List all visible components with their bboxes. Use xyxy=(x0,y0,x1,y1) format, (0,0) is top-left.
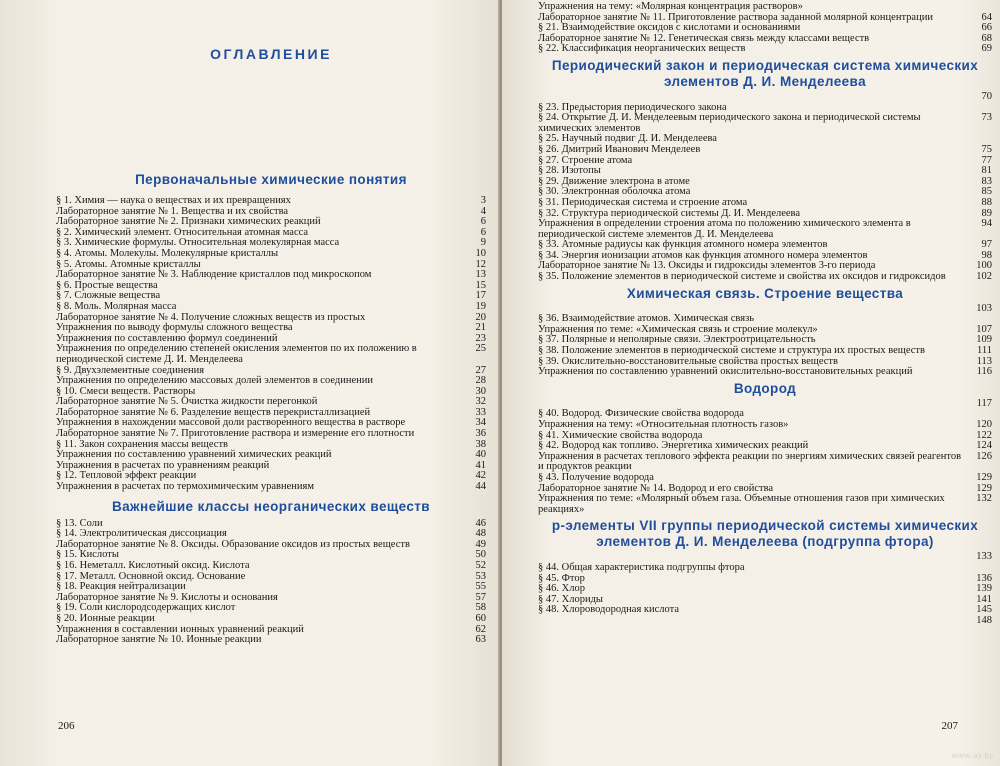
toc-entry-title: § 14. Электролитическая диссоциация xyxy=(56,528,227,540)
toc-entry-page: 38 xyxy=(475,438,486,450)
toc-entry-title: Упражнения в расчетах по термохимическим уравнениям xyxy=(56,481,314,493)
toc-entry-page: 102 xyxy=(976,271,992,283)
toc-entry-title: § 13. Соли xyxy=(56,517,103,529)
toc-entry-page: 13 xyxy=(475,269,486,281)
toc-entry-title: Лабораторное занятие № 4. Получение сложных веществ из простых xyxy=(56,311,366,323)
toc-entry xyxy=(538,367,992,378)
toc-entry-page: 23 xyxy=(475,332,486,344)
toc-entry-title: Упражнения по составлению уравнений окислительно-восстановительных реакций xyxy=(538,366,913,378)
toc-entry-title: § 40. Водород. Физические свойства водорода xyxy=(538,408,744,420)
toc-entry xyxy=(538,219,992,240)
toc-entry-title: Лабораторное занятие № 2. Признаки химических реакций xyxy=(56,216,321,228)
toc-entry-title: § 43. Получение водорода xyxy=(538,471,654,483)
toc-entry-title: § 19. Соли кислородсодержащих кислот xyxy=(56,602,236,614)
toc-entry-page: 55 xyxy=(475,581,486,593)
toc-entry-page: 117 xyxy=(976,397,992,409)
toc-entry xyxy=(56,249,486,260)
page-number-left: 206 xyxy=(58,720,75,732)
toc-entry-title: Лабораторное занятие № 5. Очистка жидкости перегонкой xyxy=(56,396,318,408)
toc-entry-page: 58 xyxy=(475,602,486,614)
toc-entry-title: Упражнения в составлении ионных уравнений реакций xyxy=(56,623,304,635)
toc-entry-title: Лабораторное занятие № 9. Кислоты и основания xyxy=(56,591,278,603)
toc-entry xyxy=(56,540,486,551)
toc-entry xyxy=(538,44,992,55)
toc-entry-page: 124 xyxy=(976,440,992,452)
toc-entry-title: Упражнения по определению степеней окисления элементов по их положению в периодической системе Д. И. Менделеева xyxy=(56,343,417,365)
toc-entry-title: § 42. Водород как топливо. Энергетика химических реакций xyxy=(538,440,809,452)
toc-entry-title: § 22. Классификация неорганических веществ xyxy=(538,43,746,55)
toc-entry-page: 133 xyxy=(976,551,992,563)
toc-entry xyxy=(538,473,992,484)
toc-entry-page: 100 xyxy=(976,260,992,272)
toc-entry-title: Упражнения по определению массовых долей элементов в соединении xyxy=(56,375,373,387)
toc-entry-page: 62 xyxy=(475,623,486,635)
toc-entry-page: 12 xyxy=(475,258,486,270)
toc-entry-title: § 5. Атомы. Атомные кристаллы xyxy=(56,258,201,270)
toc-entry-page: 64 xyxy=(981,11,992,23)
toc-entry-title: Упражнения на тему: «Относительная плотность газов» xyxy=(538,419,789,430)
toc-entry xyxy=(538,574,992,585)
toc-entry-title: Лабораторное занятие № 7. Приготовление раствора и измерение его плотности xyxy=(56,428,415,440)
toc-entry-title: § 26. Дмитрий Иванович Менделеев xyxy=(538,143,701,155)
toc-entry-title: Упражнения в расчетах по уравнениям реакций xyxy=(56,459,270,471)
toc-entry xyxy=(538,92,992,103)
toc-entry-title: § 2. Химический элемент. Относительная атомная масса xyxy=(56,226,309,238)
toc-entry xyxy=(538,156,992,167)
toc-entry-page: 107 xyxy=(976,323,992,335)
toc-entry-page: 49 xyxy=(475,538,486,550)
toc-entry-title: Лабораторное занятие № 6. Разделение веществ перекристаллизацией xyxy=(56,406,371,418)
toc-entry-title: § 6. Простые вещества xyxy=(56,279,158,291)
toc-entry-page: 109 xyxy=(976,334,992,346)
toc-entry-page: 141 xyxy=(976,593,992,605)
toc-entry-page: 77 xyxy=(981,154,992,166)
toc-entry-page: 21 xyxy=(475,322,486,334)
toc-entry-title: § 7. Сложные вещества xyxy=(56,290,161,302)
toc-entry-title: § 46. Хлор xyxy=(538,583,585,595)
toc-entry-title: § 23. Предыстория периодического закона xyxy=(538,101,727,113)
toc-entry xyxy=(538,605,992,616)
toc-entry-title: Лабораторное занятие № 1. Вещества и их свойства xyxy=(56,205,289,217)
toc-entry-title: Упражнения по выводу формулы сложного вещества xyxy=(56,322,293,334)
toc-entry xyxy=(56,302,486,313)
toc-entry xyxy=(56,482,486,493)
toc-entry-title: § 47. Хлориды xyxy=(538,593,603,605)
toc-entry-title: Упражнения по теме: «Молярный объем газа. Объемные отношения газов при химических реакциях» xyxy=(538,493,945,515)
toc-entry-title: Упражнения в определении строения атома по положению химического элемента в периодической системе элементов Д. И. Менделеева xyxy=(538,218,911,240)
toc-entry-title: § 31. Периодическая система и строение атома xyxy=(538,196,748,208)
toc-entry-page: 44 xyxy=(475,481,486,493)
toc-entry-page: 85 xyxy=(981,186,992,198)
toc-entry-page: 6 xyxy=(480,226,486,238)
toc-entry-page: 17 xyxy=(475,290,486,302)
toc-entry xyxy=(56,196,486,207)
toc-entry-page: 81 xyxy=(981,165,992,177)
toc-entry-page: 57 xyxy=(475,591,486,603)
toc-entry xyxy=(56,561,486,572)
toc-entry-page: 27 xyxy=(475,364,486,376)
watermark: www.ay.by xyxy=(951,751,994,760)
toc-entry xyxy=(538,420,992,431)
toc-entry-title: § 10. Смеси веществ. Растворы xyxy=(56,385,196,397)
toc-entry-page: 145 xyxy=(976,604,992,616)
toc-entry-page: 19 xyxy=(475,300,486,312)
toc-entry-title: § 1. Химия — наука о веществах и их превращениях xyxy=(56,195,291,206)
toc-entry-page: 83 xyxy=(981,175,992,187)
section-title: р-элементы VII группы периодической системы химических элементов Д. И. Менделеева (подгруппа фтора) xyxy=(551,518,979,550)
toc-entry xyxy=(538,494,992,515)
toc-entry-page: 68 xyxy=(981,32,992,44)
toc-entry-title: § 29. Движение электрона в атоме xyxy=(538,175,690,187)
toc-entry-page: 70 xyxy=(981,90,992,102)
toc-entry-page: 132 xyxy=(976,493,992,505)
toc-entry-page: 122 xyxy=(976,429,992,441)
toc-entry-title: § 32. Структура периодической системы Д. И. Менделеева xyxy=(538,207,801,219)
toc-entry-page: 89 xyxy=(981,207,992,219)
toc-entry-page: 6 xyxy=(480,216,486,228)
toc-entry-title: § 21. Взаимодействие оксидов с кислотами и основаниями xyxy=(538,22,801,34)
toc-entry-title: § 34. Энергия ионизации атомов как функция атомного номера элементов xyxy=(538,249,868,261)
toc-entry xyxy=(538,584,992,595)
right-page xyxy=(502,0,1000,766)
toc-entry-page: 73 xyxy=(981,112,992,124)
toc-entry-title: § 16. Неметалл. Кислотный оксид. Кислота xyxy=(56,560,250,571)
toc-entry-title: § 24. Открытие Д. И. Менделеевым периодического закона и периодической системы химических элементов xyxy=(538,112,921,134)
toc-entry-title: § 20. Ионные реакции xyxy=(56,612,155,624)
toc-entry-page: 15 xyxy=(475,279,486,291)
page-number-right: 207 xyxy=(941,720,958,732)
toc-entry-title: § 41. Химические свойства водорода xyxy=(538,429,703,441)
toc-entry xyxy=(538,198,992,209)
toc-entry xyxy=(538,616,992,627)
toc-entry xyxy=(538,145,992,156)
toc-entry-title: Лабораторное занятие № 10. Ионные реакции xyxy=(56,634,262,646)
toc-entry-title: Лабораторное занятие № 11. Приготовление раствора заданной молярной концентрации xyxy=(538,11,933,23)
toc-entry-page: 94 xyxy=(981,218,992,230)
section-title: Водород xyxy=(733,380,797,396)
toc-entry-page: 33 xyxy=(475,406,486,418)
toc-entry-page: 148 xyxy=(976,614,992,626)
toc-entry-page: 75 xyxy=(981,143,992,155)
toc-entry-page: 60 xyxy=(475,612,486,624)
toc-entry xyxy=(538,113,992,134)
toc-entry-page: 20 xyxy=(475,311,486,323)
toc-entry-title: § 8. Моль. Молярная масса xyxy=(56,300,177,312)
toc-entry-page: 113 xyxy=(976,355,992,367)
toc-entry-title: § 3. Химические формулы. Относительная молекулярная масса xyxy=(56,237,340,249)
right-top-entries xyxy=(538,2,992,55)
toc-entry-title: § 25. Научный подвиг Д. И. Менделеева xyxy=(538,133,717,145)
toc-entry-title: § 18. Реакция нейтрализации xyxy=(56,581,186,593)
toc-entry-page: 63 xyxy=(475,634,486,646)
toc-entry-page: 116 xyxy=(976,366,992,378)
toc-entry-title: § 45. Фтор xyxy=(538,572,585,584)
toc-entry-title: § 37. Полярные и неполярные связи. Электроотрицательность xyxy=(538,334,816,346)
toc-entry-page: 139 xyxy=(976,583,992,595)
toc-entry-title: § 15. Кислоты xyxy=(56,549,119,561)
toc-entry-page: 50 xyxy=(475,549,486,561)
toc-entry-title: Упражнения по теме: «Химическая связь и строение молекул» xyxy=(538,323,818,335)
toc-entry-page: 120 xyxy=(976,419,992,430)
toc-entry-page: 4 xyxy=(480,205,486,217)
toc-entry-page: 46 xyxy=(475,517,486,529)
toc-entry-title: Лабораторное занятие № 14. Водород и его свойства xyxy=(538,482,774,494)
toc-entry-title: § 27. Строение атома xyxy=(538,154,633,166)
left-contents xyxy=(56,172,486,646)
toc-entry-page: 129 xyxy=(976,471,992,483)
toc-entry-title: Лабораторное занятие № 13. Оксиды и гидроксиды элементов 3-го периода xyxy=(538,260,876,272)
toc-entry-page: 88 xyxy=(981,196,992,208)
toc-entry-title: § 17. Металл. Основной оксид. Основание xyxy=(56,570,246,582)
toc-entry-page: 52 xyxy=(475,560,486,571)
toc-entry-title: § 36. Взаимодействие атомов. Химическая связь xyxy=(538,313,755,325)
toc-entry-title: Лабораторное занятие № 12. Генетическая связь между классами веществ xyxy=(538,32,870,44)
toc-entry-page: 129 xyxy=(976,482,992,494)
toc-entry-title: § 44. Общая характеристика подгруппы фтора xyxy=(538,561,745,573)
toc-entry-page: 103 xyxy=(976,302,992,314)
toc-entry-page: 28 xyxy=(475,375,486,387)
right-contents xyxy=(538,58,992,627)
toc-entry-page: 32 xyxy=(475,396,486,408)
section-title: Важнейшие классы неорганических веществ xyxy=(112,498,430,514)
toc-entry-title: § 48. Хлороводородная кислота xyxy=(538,604,680,616)
toc-entry xyxy=(56,344,486,365)
toc-entry-title: § 28. Изотопы xyxy=(538,165,601,177)
toc-entry-title: Лабораторное занятие № 8. Оксиды. Образование оксидов из простых веществ xyxy=(56,538,410,550)
toc-entry-title: § 4. Атомы. Молекулы. Молекулярные кристаллы xyxy=(56,247,278,259)
toc-entry-title: § 33. Атомные радиусы как функция атомного номера элементов xyxy=(538,239,828,251)
toc-entry-page: 53 xyxy=(475,570,486,582)
toc-entry-page: 40 xyxy=(475,449,486,461)
toc-entry-title: § 30. Электронная оболочка атома xyxy=(538,186,691,198)
toc-entry-page: 69 xyxy=(981,43,992,55)
toc-entry-page: 136 xyxy=(976,572,992,584)
toc-entry xyxy=(538,563,992,574)
toc-entry xyxy=(56,635,486,646)
toc-entry-title: § 38. Положение элементов в периодической системе и структура их простых веществ xyxy=(538,345,925,357)
section-title: Периодический закон и периодическая система химических элементов Д. И. Менделеева xyxy=(551,57,979,89)
toc-entry xyxy=(56,614,486,625)
toc-entry-title: Упражнения в нахождении массовой доли растворенного вещества в растворе xyxy=(56,417,406,429)
toc-entry-page: 42 xyxy=(475,470,486,482)
toc-entry xyxy=(538,272,992,283)
toc-entry-page: 48 xyxy=(475,528,486,540)
toc-entry-page: 111 xyxy=(977,345,992,357)
section-title: Первоначальные химические понятия xyxy=(135,172,407,187)
toc-entry-title: Упражнения по составлению уравнений химических реакций xyxy=(56,449,332,461)
toc-entry-page: 98 xyxy=(981,249,992,261)
toc-entry-page: 41 xyxy=(475,459,486,471)
toc-entry-page: 34 xyxy=(475,417,486,429)
toc-entry-title: § 39. Окислительно-восстановительные свойства простых веществ xyxy=(538,355,838,367)
toc-entry-title: Лабораторное занятие № 3. Наблюдение кристаллов под микроскопом xyxy=(56,269,372,281)
toc-entry xyxy=(538,452,992,473)
toc-entry-page: 36 xyxy=(475,428,486,440)
toc-entry-title: § 9. Двухэлементные соединения xyxy=(56,364,205,376)
toc-entry-title: Упражнения по составлению формул соединений xyxy=(56,332,278,344)
toc-entry-title: § 12. Тепловой эффект реакции xyxy=(56,470,197,482)
toc-entry-page: 3 xyxy=(480,195,486,206)
toc-entry-page: 25 xyxy=(475,343,486,355)
toc-entry-page: 97 xyxy=(981,239,992,251)
section-title: Химическая связь. Строение вещества xyxy=(626,285,904,301)
toc-entry-page: 9 xyxy=(480,237,486,249)
toc-entry xyxy=(538,2,992,13)
toc-entry-title: § 11. Закон сохранения массы веществ xyxy=(56,438,229,450)
page-title: ОГЛАВЛЕНИЕ xyxy=(210,46,332,62)
toc-entry-page: 10 xyxy=(475,247,486,259)
toc-entry-title: § 35. Положение элементов в периодической системе и свойства их оксидов и гидроксидов xyxy=(538,271,946,283)
toc-entry-title: Упражнения на тему: «Молярная концентрация растворов» xyxy=(538,1,803,12)
toc-entry-title: Упражнения в расчетах теплового эффекта реакции по энергиям химических связей реагентов и продуктов реакции xyxy=(538,450,962,473)
toc-entry-page: 30 xyxy=(475,385,486,397)
toc-entry-page: 126 xyxy=(976,450,992,462)
toc-entry-page: 66 xyxy=(981,22,992,34)
